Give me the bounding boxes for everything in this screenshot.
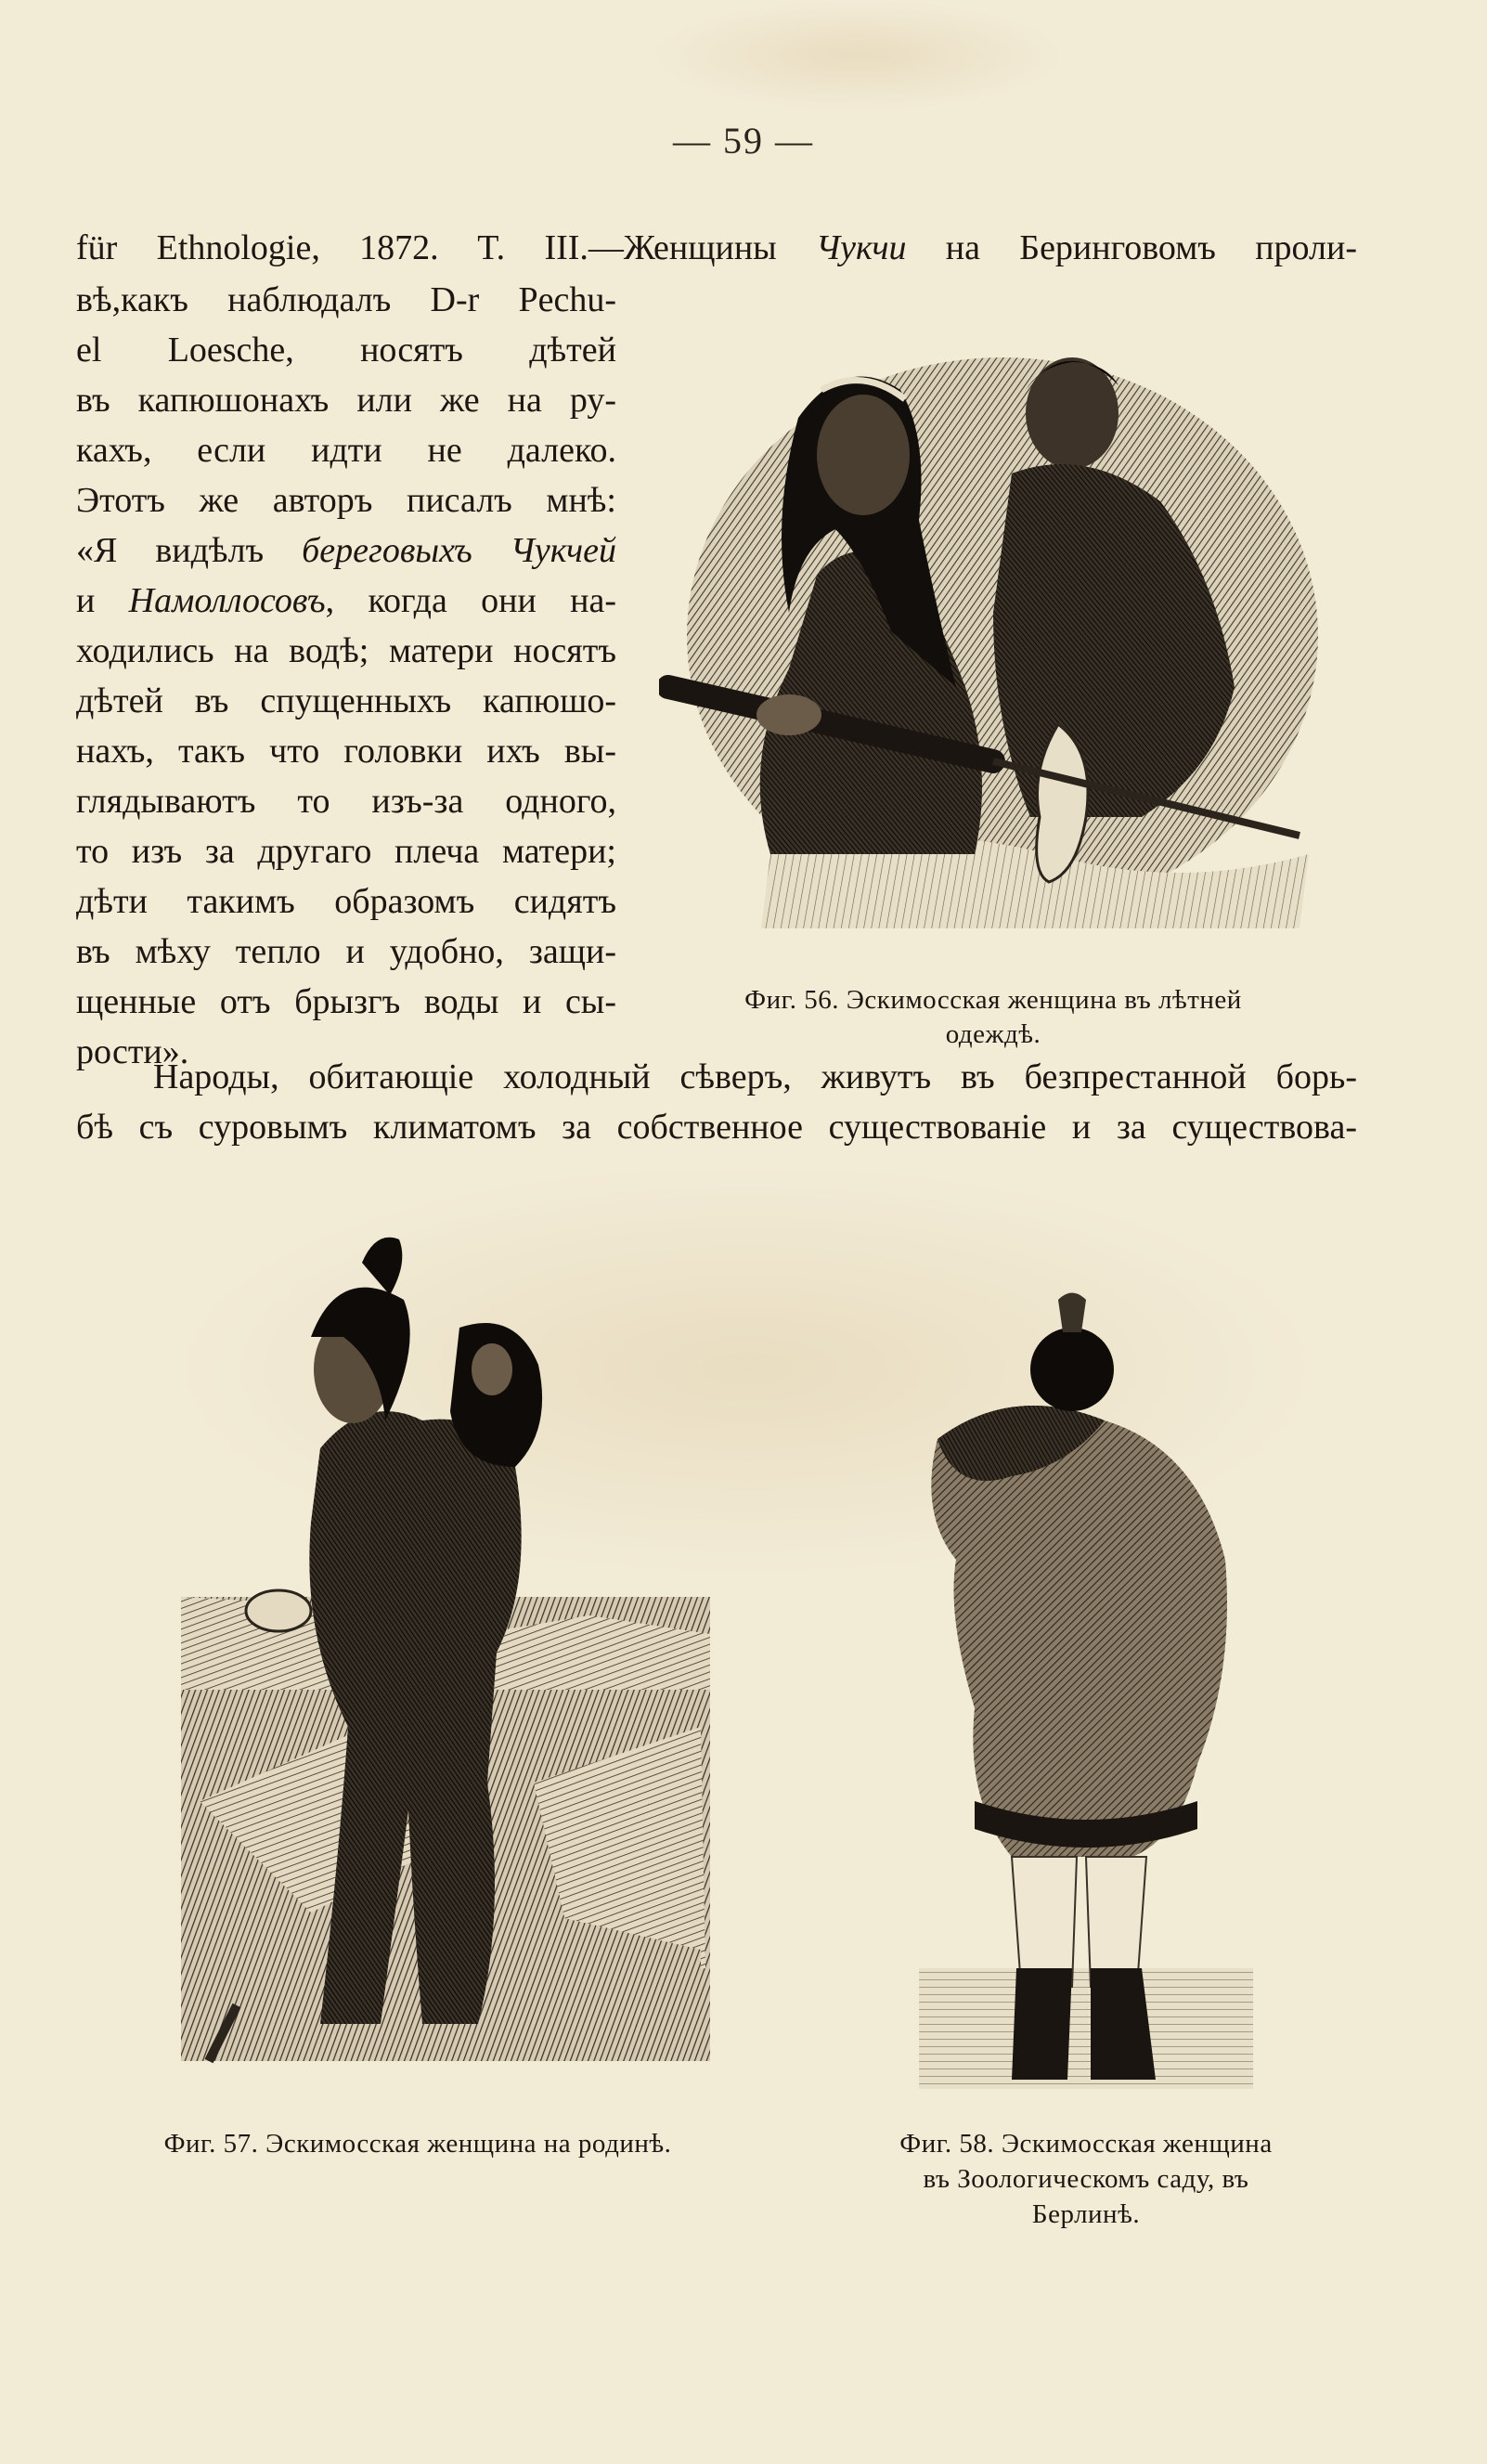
- column-line: Этотъ же авторъ писалъ мнѣ:: [76, 481, 616, 520]
- figure-56-illustration: [659, 334, 1327, 938]
- figure-58-caption-line-3: Берлинѣ.: [1031, 2199, 1141, 2229]
- column-line: то изъ за другаго плеча матери;: [76, 832, 616, 871]
- text-span: и: [76, 581, 129, 620]
- text-line-1: [76, 223, 1357, 273]
- column-line: вѣ,какъ наблюдалъ D-r Pechu-: [76, 280, 616, 319]
- text-span: für Ethnologie, 1872. T. III.—Женщины: [76, 228, 816, 267]
- figure-58-illustration: [900, 1281, 1272, 2107]
- column-line: [76, 576, 616, 626]
- column-line: глядываютъ то изъ-за одного,: [76, 782, 616, 821]
- column-line: el Loesche, носятъ дѣтей: [76, 331, 616, 370]
- column-line: въ мѣху тепло и удобно, защи-: [76, 932, 616, 971]
- figure-58-caption-line-1: Фиг. 58. Эскимосская женщина: [899, 2129, 1273, 2159]
- figure-56-caption-line-2: одеждѣ.: [945, 1019, 1041, 1049]
- column-line: дѣтей въ спущенныхъ капюшо-: [76, 681, 616, 720]
- column-line: [76, 525, 616, 576]
- text-span: на Беринговомъ проли-: [906, 228, 1357, 267]
- text-span: , когда они на-: [325, 581, 616, 620]
- figure-58-caption-line-2: въ Зоологическомъ саду, въ: [923, 2164, 1249, 2194]
- figure-56-caption-line-1: Фиг. 56. Эскимосская женщина въ лѣтней: [744, 985, 1242, 1015]
- figure-57-caption: Фиг. 57. Эскимосская женщина на родинѣ.: [163, 2129, 672, 2159]
- paragraph-2-line-1: Народы, обитающіе холодный сѣверъ, живутъ въ безпрестанной борь-: [153, 1057, 1357, 1096]
- italic-term: Намоллосовъ: [128, 581, 326, 620]
- figure-57-illustration: [181, 1207, 719, 2107]
- column-line: нахъ, такъ что головки ихъ вы-: [76, 732, 616, 771]
- column-line: рости».: [76, 1032, 189, 1071]
- text-span: «Я видѣлъ: [76, 531, 303, 570]
- column-line: щенные отъ брызгъ воды и сы-: [76, 982, 616, 1021]
- column-line: кахъ, если идти не далеко.: [76, 431, 616, 470]
- paragraph-2-line-2: бѣ съ суровымъ климатомъ за собственное существованіе и за существова-: [76, 1108, 1357, 1147]
- italic-term: береговыхъ Чукчей: [302, 531, 617, 570]
- paper-stain: [650, 0, 1067, 111]
- column-line: ходились на водѣ; матери носятъ: [76, 631, 616, 670]
- page-number: — 59 —: [673, 120, 814, 162]
- column-line: дѣти такимъ образомъ сидятъ: [76, 882, 616, 921]
- italic-term-chukchi: Чукчи: [816, 228, 907, 267]
- column-line: въ капюшонахъ или же на ру-: [76, 381, 616, 420]
